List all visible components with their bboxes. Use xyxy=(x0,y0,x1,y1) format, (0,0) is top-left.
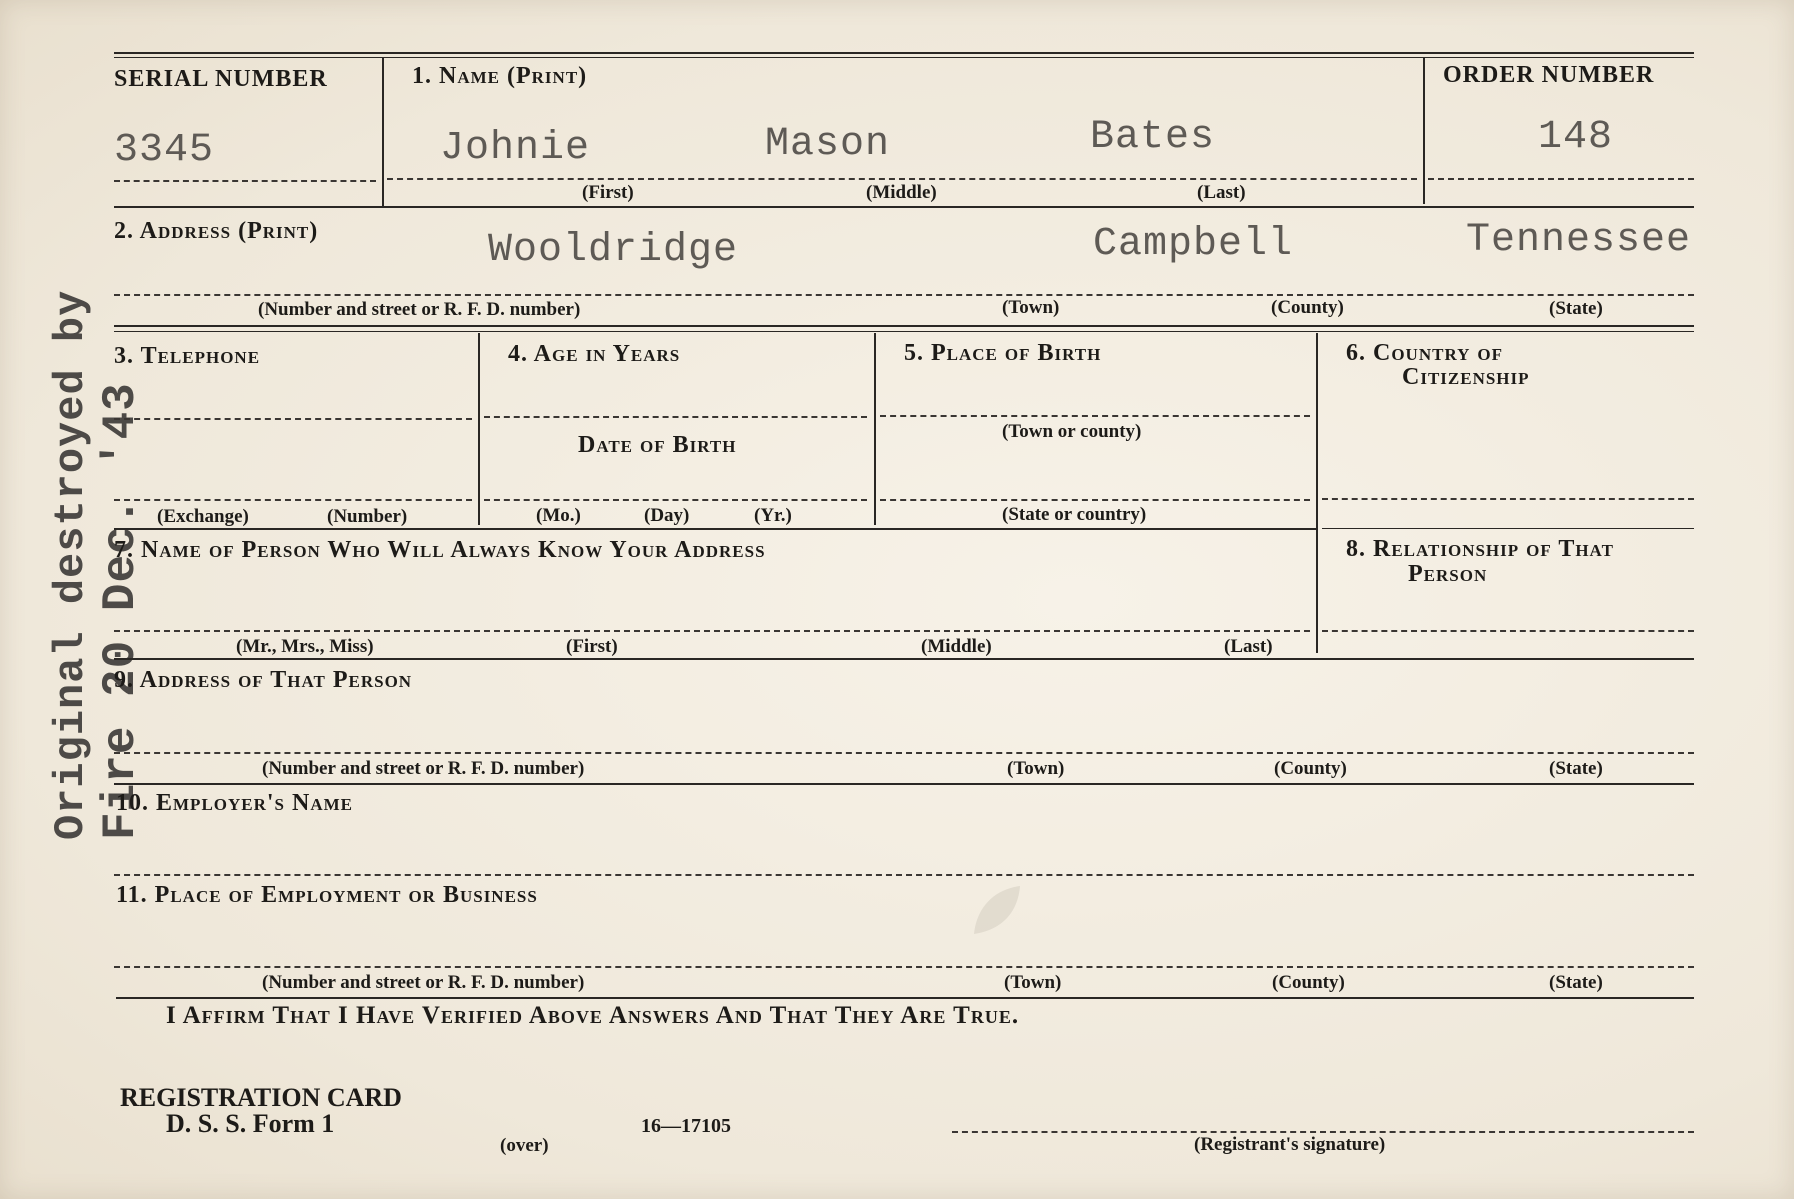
row-divider-2 xyxy=(114,325,1694,327)
birthplace-line-1 xyxy=(880,415,1310,417)
row-divider-5 xyxy=(114,783,1694,785)
year-caption: (Yr.) xyxy=(754,505,792,526)
age-label: 4. Age in Years xyxy=(508,341,681,367)
employment-place-line xyxy=(114,966,1694,968)
contact-state-caption: (State) xyxy=(1549,758,1603,779)
month-caption: (Mo.) xyxy=(536,505,581,526)
day-caption: (Day) xyxy=(644,505,690,526)
name-first-value: Johnie xyxy=(440,126,591,171)
address-county-value: Campbell xyxy=(1093,222,1294,267)
dob-divider xyxy=(874,333,876,525)
address-line xyxy=(114,294,1694,296)
contact-middle-caption: (Middle) xyxy=(921,636,992,657)
name-last-caption: (Last) xyxy=(1197,182,1246,203)
contact-address-label: 9. Address of That Person xyxy=(114,667,413,693)
affirmation-text: I Affirm That I Have Verified Above Answers And That They Are True. xyxy=(166,1002,1020,1029)
citizenship-divider xyxy=(1316,333,1318,653)
row-divider-1 xyxy=(114,206,1694,208)
birthplace-line-2 xyxy=(880,499,1310,501)
form-name: D. S. S. Form 1 xyxy=(166,1109,335,1138)
row-divider-2b xyxy=(114,331,1694,332)
leaf-watermark-icon xyxy=(966,882,1026,938)
address-town-caption: (Town) xyxy=(1002,297,1060,318)
telephone-line-1 xyxy=(114,418,472,420)
name-line xyxy=(387,178,1417,180)
top-border xyxy=(114,52,1694,54)
state-country-caption: (State or country) xyxy=(1002,504,1147,525)
address-label: 2. Address (Print) xyxy=(114,218,319,244)
row-divider-4 xyxy=(114,658,1694,660)
contact-county-caption: (County) xyxy=(1274,758,1347,779)
mr-mrs-miss-caption: (Mr., Mrs., Miss) xyxy=(236,636,374,657)
relationship-line xyxy=(1322,630,1694,632)
employment-county-caption: (County) xyxy=(1272,972,1345,993)
relationship-label-2: Person xyxy=(1408,561,1488,587)
employment-state-caption: (State) xyxy=(1549,972,1603,993)
number-caption: (Number) xyxy=(327,506,408,527)
address-street-caption: (Number and street or R. F. D. number) xyxy=(258,299,581,320)
registration-card-title: REGISTRATION CARD xyxy=(120,1083,402,1112)
phone-divider xyxy=(478,333,480,525)
serial-line xyxy=(114,180,376,182)
contact-first-caption: (First) xyxy=(566,636,618,657)
stamp-line-1: Original destroyed by xyxy=(47,289,95,840)
serial-number-label: SERIAL NUMBER xyxy=(114,66,328,92)
citizenship-label-1: 6. Country of xyxy=(1346,340,1504,366)
order-line xyxy=(1428,178,1694,180)
top-border-inner xyxy=(114,57,1694,58)
form-number: 16—17105 xyxy=(641,1115,731,1137)
signature-line[interactable] xyxy=(952,1131,1694,1133)
age-line xyxy=(484,416,867,418)
address-county-caption: (County) xyxy=(1271,297,1344,318)
name-middle-caption: (Middle) xyxy=(866,182,937,203)
telephone-label: 3. Telephone xyxy=(114,343,261,369)
employment-street-caption: (Number and street or R. F. D. number) xyxy=(262,972,585,993)
name-label: 1. Name (Print) xyxy=(412,63,588,89)
row-divider-3b xyxy=(1322,528,1694,529)
stamp-line-2: Fire 20 Dec. '43 xyxy=(95,382,147,840)
name-last-value: Bates xyxy=(1090,115,1216,160)
signature-caption: (Registrant's signature) xyxy=(1194,1134,1386,1155)
address-state-caption: (State) xyxy=(1549,298,1603,319)
contact-person-line xyxy=(114,630,1310,632)
contact-town-caption: (Town) xyxy=(1007,758,1065,779)
dob-label: Date of Birth xyxy=(578,432,737,458)
contact-address-line xyxy=(114,752,1694,754)
exchange-caption: (Exchange) xyxy=(157,506,249,527)
employer-label: 10. Employer's Name xyxy=(116,790,354,816)
relationship-label-1: 8. Relationship of That xyxy=(1346,536,1614,562)
row-divider-6 xyxy=(116,997,1694,999)
town-county-caption: (Town or county) xyxy=(1002,421,1142,442)
serial-divider xyxy=(382,58,384,208)
citizenship-line xyxy=(1322,498,1694,500)
dob-line xyxy=(484,499,867,501)
telephone-line-2 xyxy=(114,499,472,501)
order-number-label: ORDER NUMBER xyxy=(1443,62,1655,88)
birthplace-label: 5. Place of Birth xyxy=(904,340,1102,366)
order-number-value: 148 xyxy=(1538,115,1614,160)
name-middle-value: Mason xyxy=(765,122,891,167)
address-state-value: Tennessee xyxy=(1466,218,1692,263)
serial-number-value: 3345 xyxy=(114,128,215,173)
row-divider-3 xyxy=(114,528,1316,530)
contact-person-label: 7. Name of Person Who Will Always Know Your Address xyxy=(114,537,766,563)
address-town-value: Wooldridge xyxy=(488,228,739,273)
name-first-caption: (First) xyxy=(582,182,634,203)
contact-last-caption: (Last) xyxy=(1224,636,1273,657)
employer-line xyxy=(114,874,1694,876)
employment-town-caption: (Town) xyxy=(1004,972,1062,993)
employment-place-label: 11. Place of Employment or Business xyxy=(116,882,538,908)
citizenship-label-2: Citizenship xyxy=(1402,364,1530,390)
over-note: (over) xyxy=(500,1135,549,1156)
order-divider xyxy=(1423,58,1425,204)
contact-street-caption: (Number and street or R. F. D. number) xyxy=(262,758,585,779)
destroyed-stamp xyxy=(47,289,147,840)
